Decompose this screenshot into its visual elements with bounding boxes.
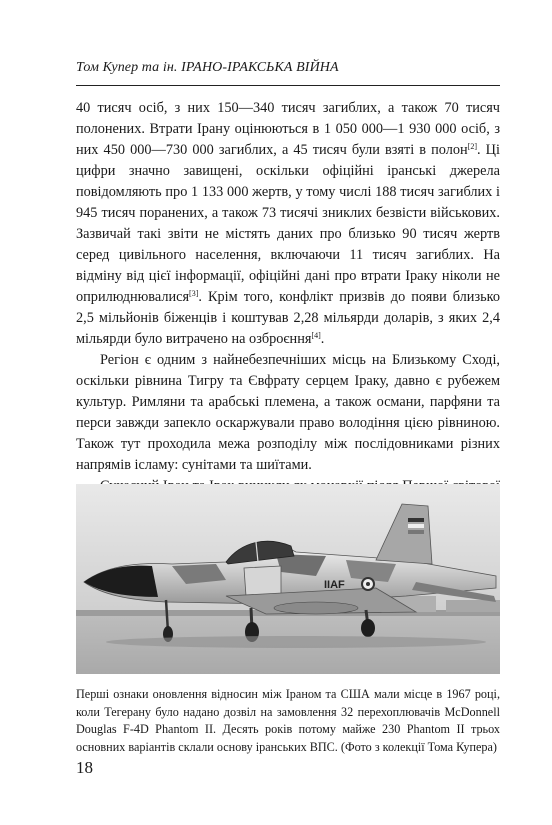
paragraph-2: Регіон є одним з найнебезпечніших місць на Близькому Сході, оскільки рівнина Тигру та Євфрату серцем Іраку, давно є рубежем культур. Римляни та арабські племена, а також османи, парфяни та перси завжди запекло оскаржували право володіння цією рівниною. Також тут проходила межа розподілу між послідовниками різних напрямів ісламу: сунітами та шиїтами. xyxy=(76,352,500,473)
aircraft-intake xyxy=(244,566,281,596)
paragraph-1-part-c: . Крім того, конфлікт призвів до появи близько 2,5 мільйонів біженців і коштував 2,28 мільярди доларів, з яких 2,4 мільярди було витрачено на озброєння xyxy=(76,289,500,347)
body-text xyxy=(76,98,500,518)
header-rule xyxy=(76,85,500,86)
tail-flag-band xyxy=(408,524,424,528)
paragraph-1-part-d: . xyxy=(320,331,325,347)
phantom-aircraft-illustration xyxy=(76,484,500,674)
tail-flag-band xyxy=(408,518,424,522)
main-wheel xyxy=(361,619,375,637)
distant-building xyxy=(446,600,500,612)
running-head: Том Купер та ін. ІРАНО-ІРАКСЬКА ВІЙНА xyxy=(76,60,339,75)
paragraph-1-part-b: . Ці цифри значно завищені, оскільки офіційні іранські джерела повідомляють про 1 133 000 жертв, у тому числі 188 тисяч загиблих і 945 тисяч поранених, а також 73 тисячі зниклих безвісти військових. Зазвичай такі звіти не містять даних про близько 90 тисяч жертв серед цивільного населення, включаючи 11 тисяч загиблих. На відміну від цієї інформації, офіційні дані про втрати Іраку ніколи не оприлюднювалися xyxy=(76,142,500,305)
footnote-ref-4[interactable]: [4] xyxy=(311,331,321,340)
paragraph-1-part-a: 40 тисяч осіб, з них 150—340 тисяч загиблих, а також 70 тисяч полонених. Втрати Ірану оцінюються в 1 050 000—1 930 000 осіб, з них 450 000—730 000 загиблих, а 45 тисяч були взяті в полон xyxy=(76,100,500,158)
paragraph-1 xyxy=(76,98,500,350)
aircraft-drop-tank xyxy=(274,602,358,614)
aircraft-marking: IIAF xyxy=(324,579,345,591)
aircraft-shadow xyxy=(106,636,486,648)
page-number: 18 xyxy=(76,758,93,777)
tail-flag-band xyxy=(408,530,424,534)
photo-caption: Перші ознаки оновлення відносин між Іраном та США мали місце в 1967 році, коли Тегерану було надано дозвіл на замовлення 32 перехоплювачів McDonnell Douglas F-4D Phantom II. Десять років потому майже 230 Phantom II трьох основних варіантів склали основу іранських ВПС. (Фото з колекції Тома Купера) xyxy=(76,687,500,754)
aircraft-photo xyxy=(76,484,500,674)
footnote-ref-2[interactable]: [2] xyxy=(467,142,478,151)
footnote-ref-3[interactable]: [3] xyxy=(189,289,199,298)
